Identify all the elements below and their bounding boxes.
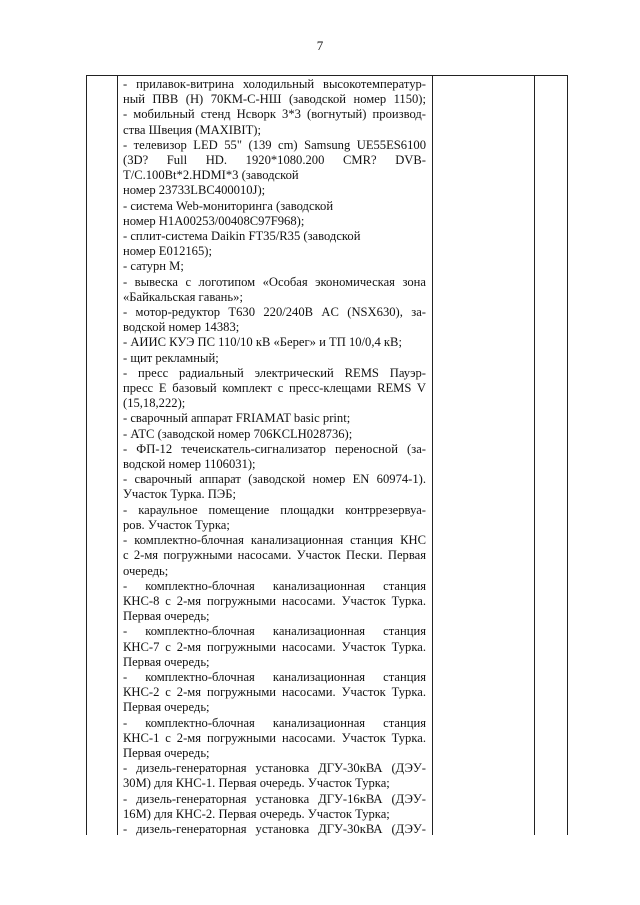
property-list-line: КНС-7 с 2-мя погружными насосами. Участок Турка.	[123, 639, 426, 654]
property-list-line: ства Швеция (MAXIBIT);	[123, 122, 261, 137]
property-list-line: - дизель-генераторная установка ДГУ-30кВА (ДЭУ-	[123, 761, 426, 776]
property-list-line: - сварочный аппарат FRIAMAT basic print;	[123, 411, 351, 426]
property-list-line: - комплектно-блочная канализационная станция	[123, 669, 426, 684]
property-list-line: - сварочный аппарат (заводской номер EN 60974-1).	[123, 472, 426, 487]
page-number: 7	[316, 38, 324, 53]
property-list-line: - пресс радиальный электрический REMS Пауэр-	[123, 365, 426, 380]
property-list-line: с 2-мя погружными насосами. Участок Пески. Первая	[123, 548, 426, 563]
column-divider	[117, 76, 118, 835]
property-list-line: - система Web-мониторинга (заводской	[123, 198, 334, 213]
property-list-line: - АИИС КУЭ ПС 110/10 кВ «Берег» и ТП 10/0,4 кВ;	[123, 335, 402, 350]
property-list-line: - телевизор LED 55" (139 cm) Samsung UE55ES6100	[123, 137, 426, 152]
property-list-line: Первая очередь;	[123, 609, 210, 624]
property-list-line: номер E012165);	[123, 244, 212, 259]
property-list-line: - мобильный стенд Нсворк 3*3 (вогнутый) производ-	[123, 107, 426, 122]
property-list-line: номер 23733LBC400010J);	[123, 183, 266, 198]
property-list-line: - караульное помещение площадки контррезервуа-	[123, 502, 426, 517]
property-list-line: - вывеска с логотипом «Особая экономическая зона	[123, 274, 426, 289]
property-list-line: Первая очередь;	[123, 745, 210, 760]
property-list-line: - дизель-генераторная установка ДГУ-30кВА (ДЭУ-	[123, 821, 426, 836]
property-list-line: КНС-8 с 2-мя погружными насосами. Участок Турка.	[123, 593, 426, 608]
property-table	[86, 75, 568, 835]
property-list-line: - АТС (заводской номер 706KCLH028736);	[123, 426, 353, 441]
column-divider	[432, 76, 433, 835]
property-list-line: очередь;	[123, 563, 169, 578]
property-list-line: КНС-1 с 2-мя погружными насосами. Участок Турка.	[123, 730, 426, 745]
property-list-line: - прилавок-витрина холодильный высокотемператур-	[123, 77, 426, 91]
property-list-line: - мотор-редуктор Т630 220/240В AC (NSX630), за-	[123, 305, 426, 320]
property-list-line: ный ПВВ (Н) 70КМ-С-НШ (заводской номер 1150);	[123, 92, 426, 107]
property-list-line: - сплит-система Daikin FT35/R35 (заводской	[123, 229, 361, 244]
property-list-line: - комплектно-блочная канализационная станция	[123, 578, 426, 593]
property-list-line: 30М) для КНС-1. Первая очередь. Участок Турка;	[123, 776, 390, 791]
property-list-line: - дизель-генераторная установка ДГУ-16кВА (ДЭУ-	[123, 791, 426, 806]
property-list-line: пресс Е базовый комплект с пресс-клещами REMS V	[123, 381, 426, 396]
property-list-line: 16М) для КНС-2. Первая очередь. Участок Турка;	[123, 806, 390, 821]
property-list-line: КНС-2 с 2-мя погружными насосами. Участок Турка.	[123, 685, 426, 700]
property-list-line: ров. Участок Турка;	[123, 517, 230, 532]
property-list-line: водской номер 1106031);	[123, 457, 256, 472]
property-list-line: «Байкальская гавань»;	[123, 289, 243, 304]
property-list-line: Первая очередь;	[123, 700, 210, 715]
property-list-line: номер H1A00253/00408C97F968);	[123, 213, 305, 228]
property-list-line: - комплектно-блочная канализационная станция	[123, 715, 426, 730]
property-list-line: водской номер 14383;	[123, 320, 240, 335]
column-divider	[534, 76, 535, 835]
property-list-line: T/C.100Bt*2.HDMI*3 (заводской	[123, 168, 299, 183]
property-list-line: (3D? Full HD. 1920*1080.200 CMR? DVB-	[123, 153, 426, 168]
property-list-line: - сатурн М;	[123, 259, 184, 274]
property-list-line: - комплектно-блочная канализационная станция	[123, 624, 426, 639]
property-list-cell	[123, 77, 426, 837]
property-list-line: - щит рекламный;	[123, 350, 219, 365]
property-list-line: Участок Турка. ПЭБ;	[123, 487, 236, 502]
property-list-line: Первая очередь;	[123, 654, 210, 669]
property-list-line: - комплектно-блочная канализационная станция КНС	[123, 533, 426, 548]
property-list-line: (15,18,222);	[123, 396, 186, 411]
property-list-line: - ФП-12 течеискатель-сигнализатор переносной (за-	[123, 441, 426, 456]
